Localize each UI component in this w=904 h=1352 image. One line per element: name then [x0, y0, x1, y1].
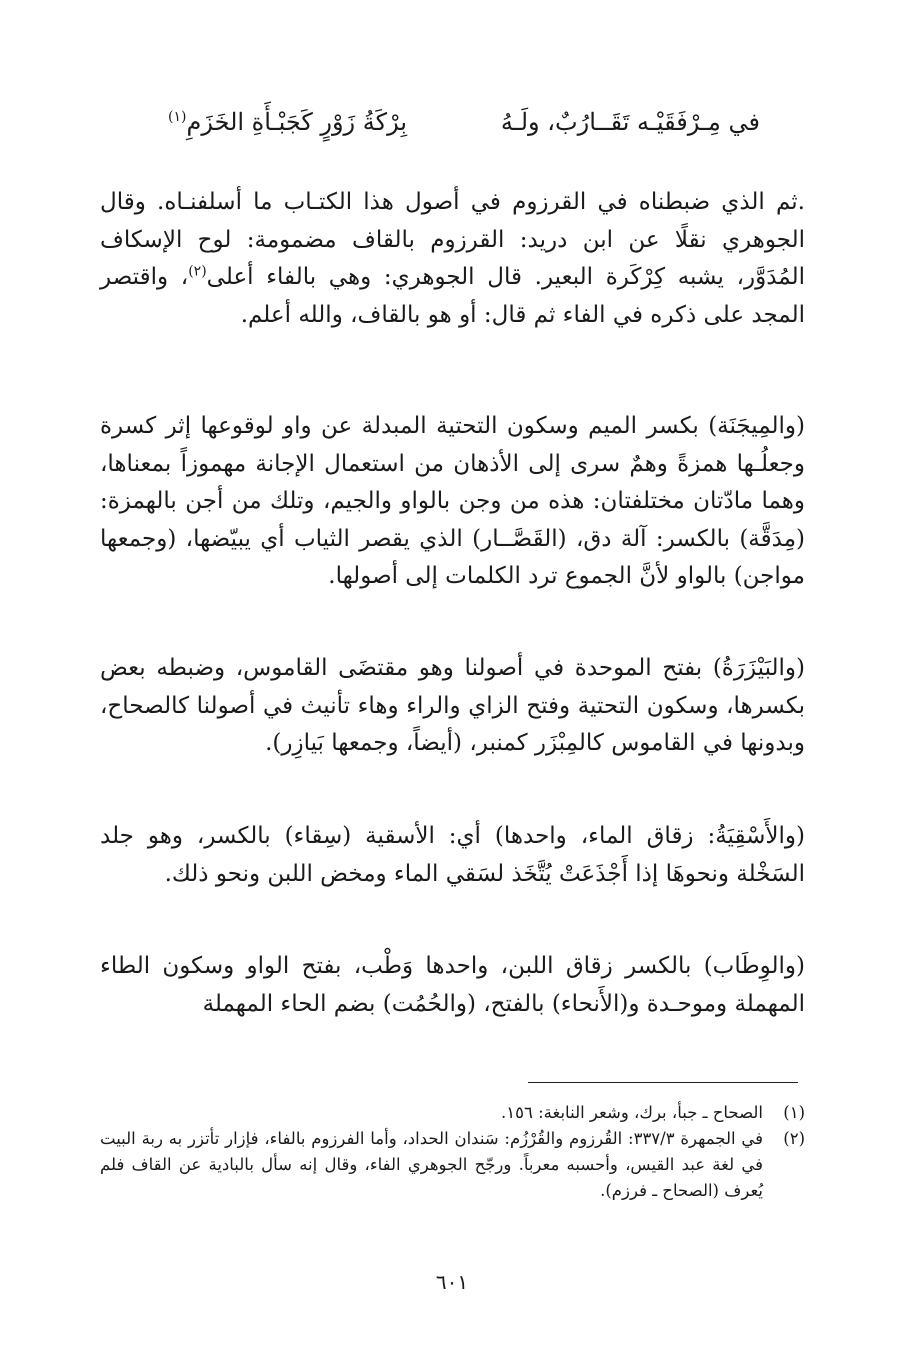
poetry-verse	[150, 100, 760, 144]
page-number: ٦٠١	[435, 1270, 469, 1294]
footnote-item	[100, 1126, 805, 1204]
footnotes	[100, 1100, 805, 1204]
paragraph-bayzara: (والبَيْزَرَةُ) بفتح الموحدة في أصولنا وهو مقتضَى القاموس، وضبطه بعض بكسرها، وسكون التحتية وفتح الزاي والراء وهاء تأنيث في أصولنا كالصحاح، وبدونها في القاموس كالمِبْزَر كمنبر، (أيضاً، وجمعها بَيازِر).	[100, 655, 805, 756]
paragraph-qarzum: .ثم الذي ضبطناه في القرزوم في أصول هذا الكتـاب ما أسلفنـاه. وقال الجوهري نقلًا عن ابن دريد: القرزوم بالقاف مضمومة: لوح الإسكاف المُدَوَّر، يشبه كِرْكَرة البعير. قال الجوهري: وهي بالفاء أعلى$^{(٢)}$، واقتصر المجد على ذكره في الفاء ثم قال: أو هو بالقاف، والله أعلم.	[100, 189, 805, 328]
paragraph-mijana: (والمِيجَنَة) بكسر الميم وسكون التحتية المبدلة عن واو لوقوعها إثر كسرة وجعلُـها همزةً وهمٌ سرى إلى الأذهان من استعمال الإجانة مهموزاً بمعناها، وهما مادّتان مختلفتان: هذه من وجن بالواو والجيم، وتلك من أجن بالهمزة: (مِدَقَّة) بالكسر: آلة دق، (القَصَّــار) الذي يقصر الثياب أي يبيّضها، (وجمعها مواجن) بالواو لأنَّ الجموع ترد الكلمات إلى أصولها.	[100, 413, 805, 589]
footnote-text: الصحاح ـ جبأ، برك، وشعر النابغة: ١٥٦.	[501, 1103, 763, 1122]
paragraph-witab: (والوِطَاب) بالكسر زقاق اللبن، واحدها وَطْب، بفتح الواو وسكون الطاء المهملة وموحـدة و(الأَنحاء) بالفتح، (والحُمُت) بضم الحاء المهملة	[100, 953, 805, 1017]
footnote-text: في الجمهرة ٣٣٧/٣: القُرزوم والقُرْزُم: سَندان الحداد، وأما الفرزوم بالفاء، فإزار تأتزر به ربة البيت في لغة عبد القيس، وأحسبه معرباً. ورجّح الجوهري الفاء، وقال إنه سأل بالبادية عن القاف فلم يُعرف (الصحاح ـ فرزم).	[100, 1129, 763, 1200]
verse-hemistich-first: في مِـرْفَقَيْـه تَقَــارُبٌ، ولَـهُ	[500, 108, 760, 136]
footnote-reference: (٢)	[188, 263, 207, 280]
verse-hemistich-second: بِرْكَةُ زَوْرٍ كَجَبْـأَةِ الخَزَمِ$^{(١)}$	[168, 108, 407, 136]
footnote-separator	[528, 1082, 798, 1083]
footnote-item	[100, 1100, 805, 1126]
footnote-number: (٢)	[783, 1129, 805, 1148]
footnote-number: (١)	[783, 1103, 805, 1122]
paragraph-asqiya: (والأَسْقِيَةُ: زقاق الماء، واحدها) أي: الأسقية (سِقاء) بالكسر، وهو جلد السَخْلة ونحوهَا إذا أَجْذَعَتْ يُتَّخَذ لسَقي الماء ومخض اللبن ونحو ذلك.	[100, 823, 805, 887]
footnote-reference: (١)	[168, 109, 187, 125]
